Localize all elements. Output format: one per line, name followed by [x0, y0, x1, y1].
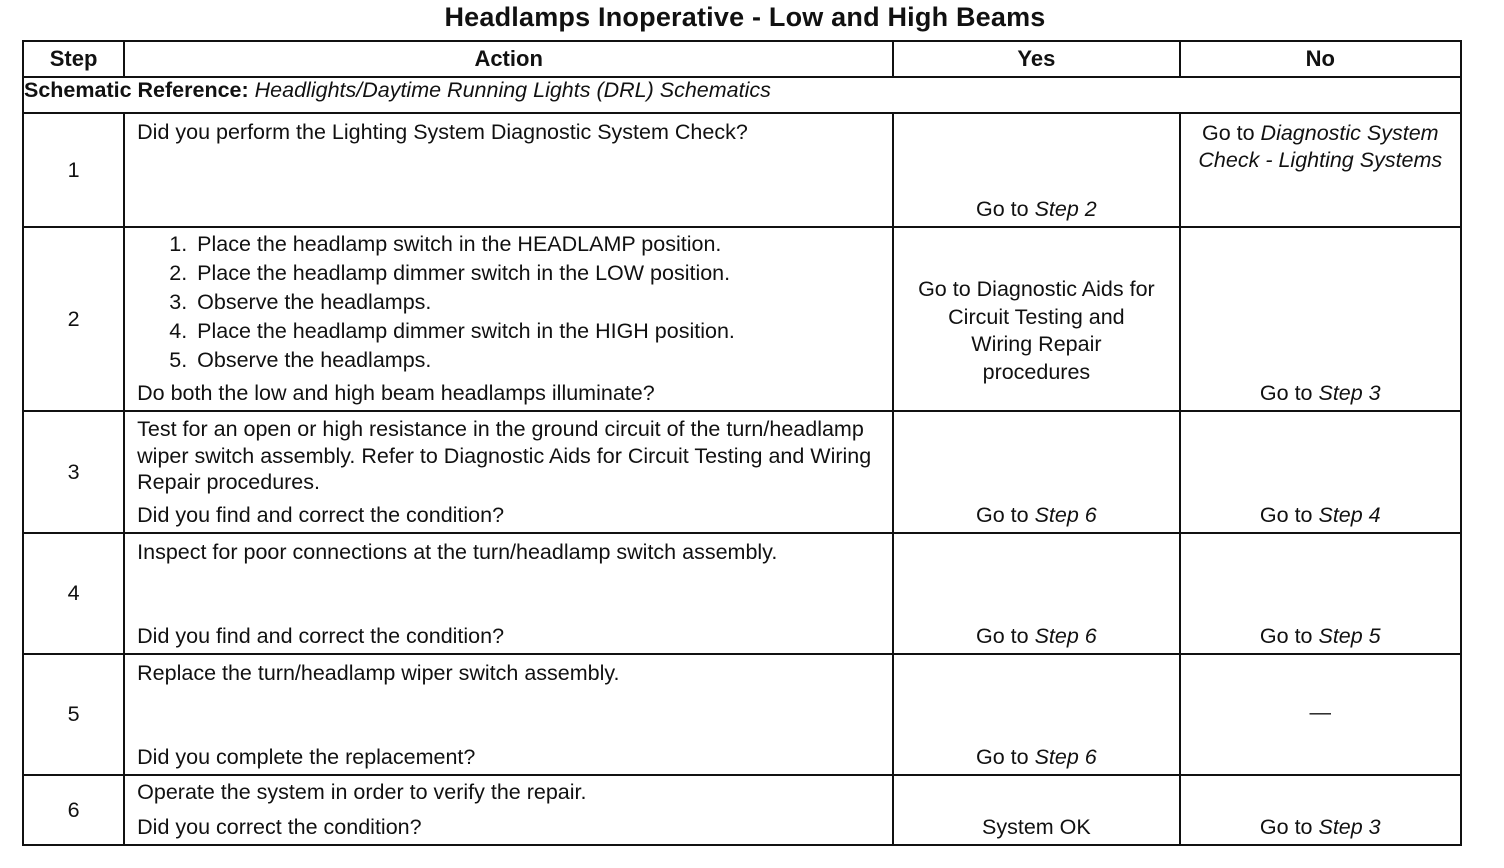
- yes-step-ref: Step 6: [1034, 745, 1097, 769]
- no-result: [1181, 114, 1460, 174]
- diagnostic-table: [22, 40, 1462, 846]
- yes-step-ref: Step 6: [1034, 624, 1097, 648]
- yes-cell: [893, 113, 1179, 227]
- header-yes: Yes: [893, 41, 1179, 77]
- action-text: Replace the turn/headlamp wiper switch assembly.: [137, 661, 620, 685]
- table-row: [23, 411, 1461, 533]
- schematic-reference-row: [23, 77, 1461, 113]
- table-row: [23, 775, 1461, 845]
- action-cell: [124, 654, 893, 775]
- no-prefix: Go to: [1259, 815, 1319, 839]
- no-step-ref: Step 5: [1318, 624, 1381, 648]
- action-question: Did you find and correct the condition?: [137, 624, 505, 648]
- no-step-ref: Step 4: [1318, 503, 1381, 527]
- yes-prefix: Go to: [976, 197, 1035, 221]
- table-row: [23, 113, 1461, 227]
- list-item: 1. Place the headlamp switch in the HEADLAMP position.: [193, 230, 882, 259]
- action-substeps: [137, 230, 882, 375]
- no-prefix: Go to: [1259, 503, 1319, 527]
- action-text: Did you perform the Lighting System Diagnostic System Check?: [137, 120, 748, 144]
- step-number: 3: [23, 411, 124, 533]
- schematic-reference-link: Headlights/Daytime Running Lights (DRL) Schematics: [254, 78, 771, 102]
- step-number: 5: [23, 654, 124, 775]
- yes-result: [894, 197, 1178, 222]
- no-result: [1181, 503, 1460, 528]
- action-cell: [124, 227, 893, 411]
- header-no: No: [1180, 41, 1461, 77]
- schematic-reference-cell: [23, 77, 1461, 113]
- page-title: Headlamps Inoperative - Low and High Beams: [444, 2, 1046, 32]
- no-cell: [1180, 227, 1461, 411]
- yes-step-ref: Step 6: [1034, 503, 1097, 527]
- no-result: [1181, 381, 1460, 406]
- step-number: 1: [23, 113, 124, 227]
- no-cell: [1180, 113, 1461, 227]
- no-prefix: Go to: [1259, 624, 1319, 648]
- action-cell: [124, 411, 893, 533]
- list-item: 2. Place the headlamp dimmer switch in the LOW position.: [193, 259, 882, 288]
- list-item: 3. Observe the headlamps.: [193, 288, 882, 317]
- yes-result: [894, 624, 1178, 649]
- yes-prefix: Go to: [976, 745, 1035, 769]
- yes-result: System OK: [982, 815, 1091, 839]
- header-step: Step: [23, 41, 124, 77]
- table-header-row: [23, 41, 1461, 77]
- yes-cell: [893, 654, 1179, 775]
- action-question: Did you correct the condition?: [137, 815, 422, 839]
- no-cell: [1180, 775, 1461, 845]
- step-number: 4: [23, 533, 124, 654]
- yes-result: [894, 745, 1178, 770]
- no-result: [1181, 815, 1460, 840]
- yes-cell: [893, 227, 1179, 411]
- yes-prefix: Go to: [976, 503, 1035, 527]
- action-cell: [124, 113, 893, 227]
- action-question: Did you complete the replacement?: [137, 745, 476, 769]
- no-result: [1181, 624, 1460, 649]
- step-number: 2: [23, 227, 124, 411]
- no-step-ref: Step 3: [1318, 815, 1381, 839]
- yes-cell: [893, 775, 1179, 845]
- action-text: Test for an open or high resistance in the ground circuit of the turn/headlamp wiper switch assembly. Refer to Diagnostic Aids for Circuit Testing and Wiring Repair procedures.: [137, 417, 872, 494]
- no-result: —: [1309, 700, 1332, 724]
- table-row: [23, 227, 1461, 411]
- no-cell: [1180, 654, 1461, 775]
- header-action: Action: [124, 41, 893, 77]
- yes-result: Go to Diagnostic Aids for Circuit Testing and Wiring Repair procedures: [918, 277, 1155, 384]
- list-item: 5. Observe the headlamps.: [193, 346, 882, 375]
- action-text: Inspect for poor connections at the turn/headlamp switch assembly.: [137, 540, 778, 564]
- no-prefix: Go to: [1259, 381, 1319, 405]
- action-text: Operate the system in order to verify the repair.: [137, 780, 587, 804]
- schematic-reference-label: Schematic Reference:: [24, 78, 249, 102]
- table-row: [23, 533, 1461, 654]
- list-item: 4. Place the headlamp dimmer switch in the HIGH position.: [193, 317, 882, 346]
- step-number: 6: [23, 775, 124, 845]
- yes-cell: [893, 533, 1179, 654]
- no-step-ref: Diagnostic System Check - Lighting Systems: [1198, 121, 1443, 172]
- table-row: [23, 654, 1461, 775]
- yes-result: [894, 503, 1178, 528]
- action-question: Did you find and correct the condition?: [137, 503, 505, 527]
- action-cell: [124, 533, 893, 654]
- yes-cell: [893, 411, 1179, 533]
- no-cell: [1180, 533, 1461, 654]
- yes-step-ref: Step 2: [1034, 197, 1097, 221]
- yes-prefix: Go to: [976, 624, 1035, 648]
- no-step-ref: Step 3: [1318, 381, 1381, 405]
- action-cell: [124, 775, 893, 845]
- no-prefix: Go to: [1201, 121, 1261, 145]
- no-cell: [1180, 411, 1461, 533]
- action-question: Do both the low and high beam headlamps illuminate?: [137, 381, 655, 405]
